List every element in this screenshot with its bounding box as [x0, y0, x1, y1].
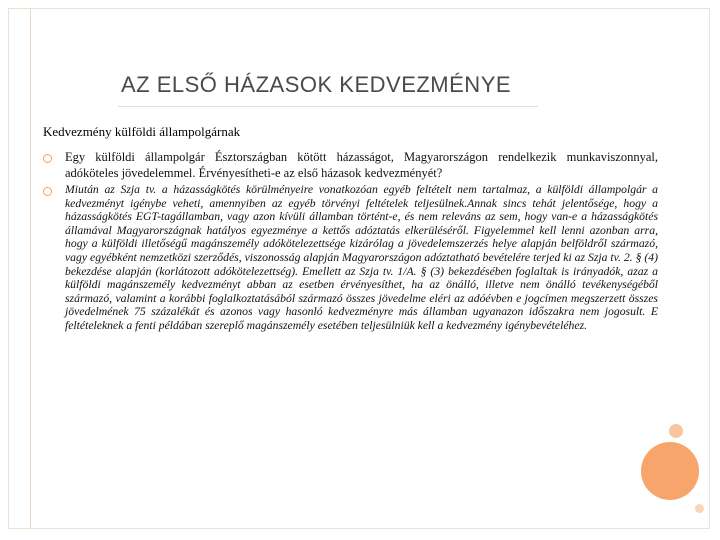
slide-subtitle: Kedvezmény külföldi állampolgárnak — [43, 124, 241, 139]
bullet-item-answer — [40, 183, 658, 333]
bullet-item-question — [40, 150, 658, 181]
decorative-large-circle — [641, 442, 699, 500]
bullet-list — [40, 150, 658, 335]
slide-title: AZ ELSŐ HÁZASOK KEDVEZMÉNYE — [121, 72, 512, 97]
decorative-tiny-circle — [695, 504, 704, 513]
title-underline — [118, 106, 538, 107]
left-border-rule — [30, 8, 31, 529]
bullet-circle-icon — [43, 187, 52, 196]
decorative-small-circle — [669, 424, 683, 438]
bullet-circle-icon — [43, 154, 52, 163]
bullet-text-answer: Miután az Szja tv. a házasságkötés körülményeire vonatkozóan egyéb feltételt nem tartalmaz, a külföldi állampolgár a kedvezményt igénybe veheti, amennyiben az egyéb törvényi feltételek teljesülnek.Annak sincs tehát jelentősége, hogy a házasságkötés EGT-tagállamban, vagy azon kívüli államban történt-e, és nem releváns az sem, hogy van-e a házasságkötés államával Magyarországnak hatályos egyezménye a kettős adóztatás elkerüléséről. Figyelemmel kell lenni azonban arra, hogy a külföldi illetőségű magánszemély adókötelezettsége kizárólag a jövedelemszerzés helye alapján belföldről származó, vagy egyébként nemzetközi szerződés, viszonosság alapján Magyarországon adóztatható bevételére terjed ki az Szja tv. 2. § (4) bekezdése alapján (korlátozott adókötelezettség). Emellett az Szja tv. 1/A. § (3) bekezdésében foglaltak is irányadók, azaz a külföldi magánszemély kedvezményt abban az esetben érvényesíthet, ha az önálló, illetve nem önálló tevékenységéből származó, valamint a korábbi foglalkoztatásából származó összes jövedelme eléri az adóévben e jogcímen megszerzett összes jövedelmének 75 százalékát és azonos vagy hasonló kedvezményre más államban ugyanazon időszakra nem jogosult. E feltételeknek a fenti példában szereplő magánszemély esetében teljesülniük kell a kedvezmény igénybevételéhez. — [65, 183, 658, 332]
bullet-text-question: Egy külföldi állampolgár Észtországban kötött házasságot, Magyarországon rendelkezik munkaviszonnyal, adóköteles jövedelemmel. Érvényesítheti-e az első házasok kedvezményét? — [65, 150, 658, 180]
